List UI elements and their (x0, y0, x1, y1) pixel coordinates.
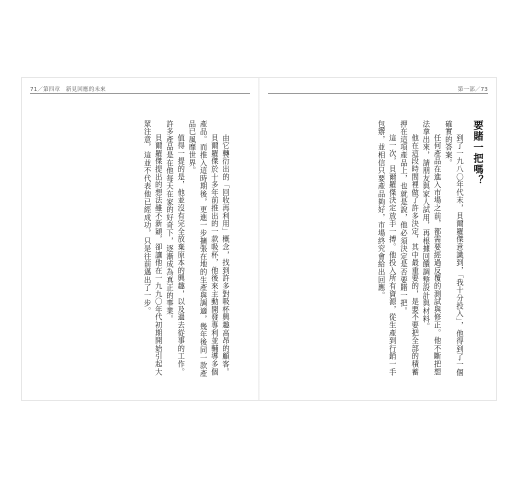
left-page (22, 78, 258, 400)
right-page (260, 78, 496, 400)
header-rule-right (268, 93, 488, 94)
paragraph: 到了一九八〇年代末，貝爾羅傑意識到，「我十分投入」，他得到了一個確實的答案。 (444, 120, 465, 377)
paragraph: 貝爾羅傑提出的想法雖不新穎，卻讓他在一九九〇年代初期開始引起大眾注意，這並不代表他已經成功，只是往前邁出了一步。 (143, 120, 164, 377)
body-text-right (270, 120, 466, 378)
header-rule-left (30, 93, 250, 94)
section-heading: 要賭一把嗎？ (471, 120, 482, 186)
paragraph: 貝爾羅傑於十多年前推出的一款吸杯，他後來主動開發專利並輔導多個產品。而推入這時期後，更進一步擴張在地的生產與調適，幾年後同一款產品已風靡世界。 (188, 120, 220, 378)
body-text-left (36, 120, 232, 378)
paragraph: 這一次，貝爾羅傑決定放手一搏。他投入所有資源，從生產到行銷一手包辦，並相信只要產品夠好，市場終究會給出回應。 (377, 120, 398, 377)
book-spread (22, 78, 496, 400)
paragraph: 他在這段時間裡做了許多決定，其中最重要的，是要不要把全部的積蓄押在這項產品上，也就是說，他必須決定是否要賭一把。 (399, 120, 421, 377)
paragraph: 任何產品在進入市場之前，都需要經過反覆的測試與修正。他不斷把想法拿出來，請朋友與家人試用，再根據回饋調整設計與材料。 (422, 120, 443, 377)
running-head-right: 第一部／73 (457, 87, 488, 93)
running-head-left: 71／第四章 新見回應的未來 (30, 87, 106, 93)
paragraph: 由它轉衍出的「回收再利用」概念，找到許多對吸杯興趣高昂的顧客。 (222, 134, 231, 377)
paragraph: 值得一提的是，他並沒有完全放棄原本的興趣，以及過去從事的工作。許多產品是在他每天在家的好奇下，逐漸成為真正的事業。 (165, 120, 187, 377)
